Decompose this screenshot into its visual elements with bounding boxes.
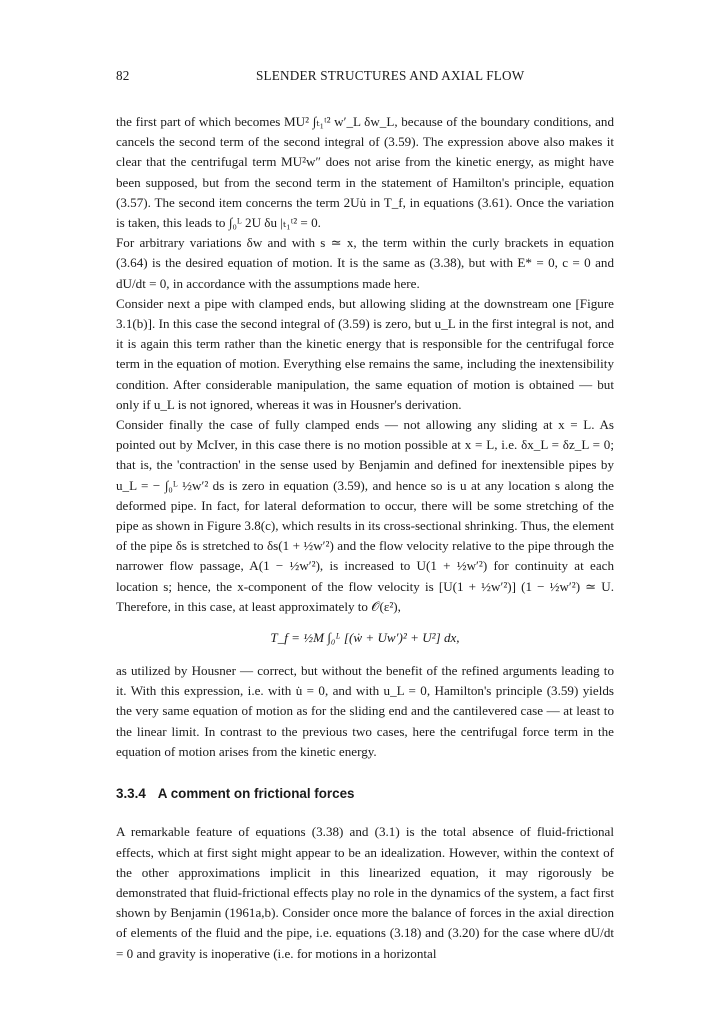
paragraph: Consider finally the case of fully clamped ends — not allowing any sliding at x = L. As pointed out by McIver, in this case there is no motion possible at x = L, i.e. δx_L = δz_L = 0; that is, the 'contraction' in the sense used by Benjamin and defined for inextensible pipes by u_L = − ∫₀ᴸ ½w′² ds is zero in equation (3.59), and hence so is u at any location s along the deformed pipe. In fact, for lateral deformation to occur, there will be some stretching of the pipe as shown in Figure 3.8(c), which results in its cross-sectional shrinking. Thus, the element of the pipe δs is stretched to δs(1 + ½w′²) and the flow velocity relative to the pipe through the narrower flow passage, A(1 − ½w′²), is increased to U(1 + ½w′²) for continuity at each location s; hence, the x-component of the flow velocity is [U(1 + ½w′²)] (1 − ½w′²) ≃ U. Therefore, in this case, at least approximately to 𝒪(ε²), [116,417,614,614]
page-header [116,68,614,90]
section-heading [116,784,614,804]
page-number: 82 [116,68,130,83]
body-text [116,112,614,964]
paragraph: the first part of which becomes MU² ∫ₜ₁ᵗ² w′_L δw_L, because of the boundary conditions, and cancels the second term of the second integral of (3.59). The expression above also makes it clear that the centrifugal term MU²w″ does not arise from the kinetic energy, as might have been supposed, but from the second term in the statement of Hamilton's principle, equation (3.57). The second item concerns the term 2Uu̇ in T_f, in equations (3.61). Once the variation is taken, this leads to ∫₀ᴸ 2U δu |ₜ₁ᵗ² = 0. [116,114,614,231]
paragraph: Consider next a pipe with clamped ends, but allowing sliding at the downstream one [Figure 3.1(b)]. In this case the second integral of (3.59) is zero, but u_L in the first integral is not, and it is again this term rather than the kinetic energy that is responsible for the centrifugal force term in the equation of motion. Everything else remains the same, including the inextensibility condition. After considerable manipulation, the same equation of motion is obtained — but only if u_L is not ignored, whereas it was in Housner's derivation. [116,295,614,412]
paragraph: as utilized by Housner — correct, but without the benefit of the refined arguments leading to it. With this expression, i.e. with u̇ = 0, and with u_L = 0, Hamilton's principle (3.59) yields the very same equation of motion as for the sliding end and the cantilevered case — at least to the linear limit. In contrast to the previous two cases, here the centrifugal force term in the equation of motion arises from the kinetic energy. [116,663,614,759]
display-equation: T_f = ½M ∫₀ᴸ [(ẇ + Uw′)² + U²] dx, [270,630,460,646]
page [116,68,614,964]
paragraph: For arbitrary variations δw and with s ≃ x, the term within the curly brackets in equation (3.64) is the desired equation of motion. It is the same as (3.38), but with E* = 0, c = 0 and dU/dt = 0, in accordance with the assumptions made here. [116,235,614,291]
running-head: SLENDER STRUCTURES AND AXIAL FLOW [256,68,525,83]
paragraph: A remarkable feature of equations (3.38) and (3.1) is the total absence of fluid-frictional effects, which at first sight might appear to be an idealization. However, within the context of the other approximations implicit in this linearized equation, it may rigorously be demonstrated that fluid-frictional effects play no role in the dynamics of the system, a fact first shown by Benjamin (1961a,b). Consider once more the balance of forces in the axial direction of elements of the fluid and the pipe, i.e. equations (3.18) and (3.20) for the case where dU/dt = 0 and gravity is inoperative (i.e. for motions in a horizontal [116,824,614,961]
section-number: 3.3.4 [116,786,146,802]
section-title: A comment on frictional forces [157,786,355,802]
